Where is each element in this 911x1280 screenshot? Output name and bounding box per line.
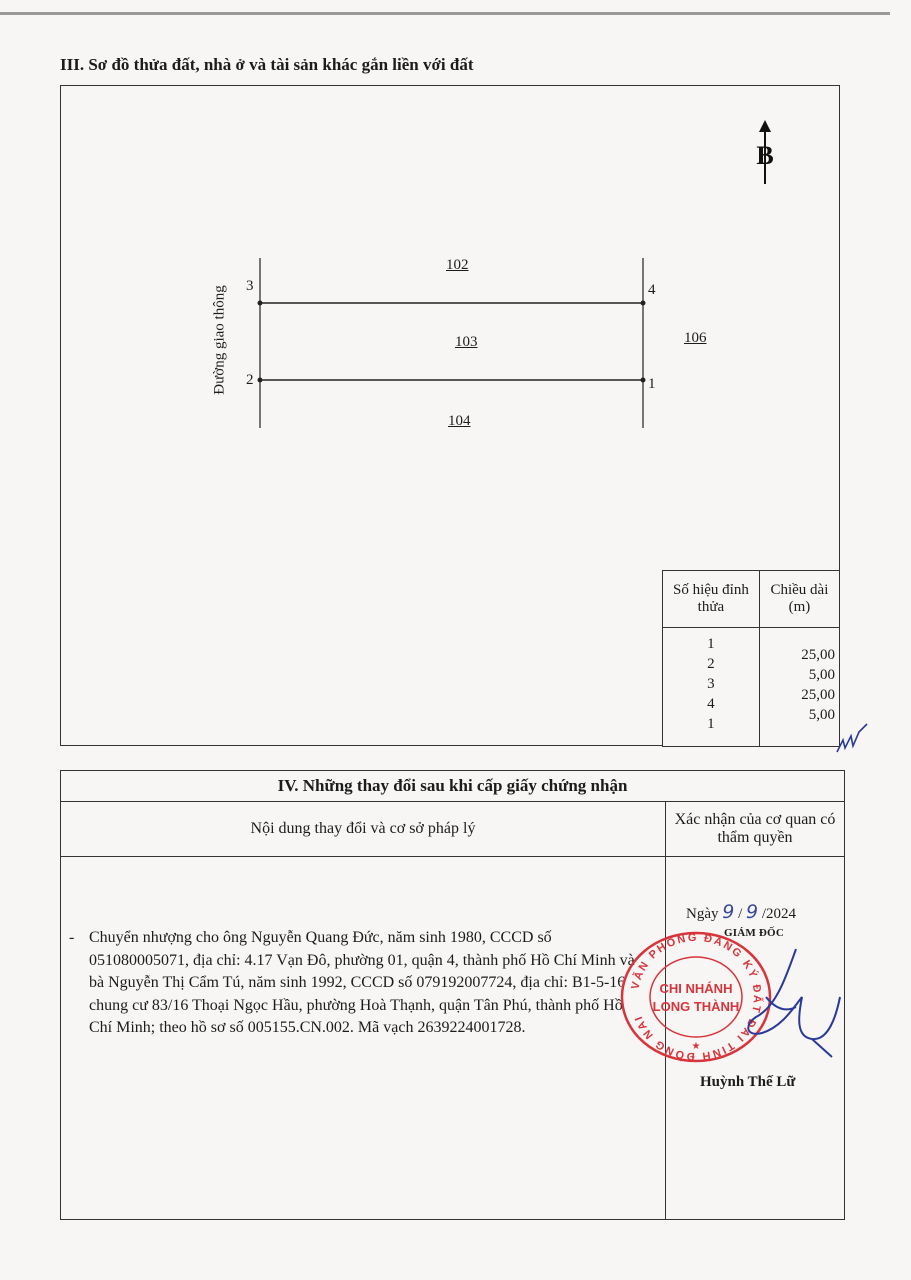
edge-length: 25,00 — [801, 647, 835, 663]
date-year: /2024 — [761, 906, 797, 922]
svg-text:★: ★ — [691, 1041, 701, 1052]
parcel-106-label: 106 — [684, 330, 707, 346]
director-signature — [736, 947, 846, 1067]
section4-title: IV. Những thay đổi sau khi cấp giấy chứng nhận — [61, 771, 845, 802]
top-rule — [0, 12, 890, 15]
list-dash: - — [69, 929, 75, 946]
change-content-text: Chuyển nhượng cho ông Nguyễn Quang Đức, năm sinh 1980, CCCD số 051080005071, địa chỉ: 4.17 Vạn Đô, phường 01, quận 4, thành phố Hồ Chí Minh và bà Nguyễn Thị Cẩm Tú, năm sinh 1992, CCCD số 079192007724, địa chỉ: B1-5-16 chung cư 83/16 Thoại Ngọc Hầu, phường Hoà Thạnh, quận Tân Phú, thành phố Hồ Chí Minh; theo hồ sơ số 005155.CN.002. Mã vạch 2639224001728. — [89, 929, 635, 1036]
date-month: 9 — [746, 901, 759, 923]
length-col-header: Chiều dài (m) — [759, 571, 839, 628]
vertex-number: 4 — [707, 696, 715, 712]
edge-length-table — [662, 570, 840, 747]
vertex-1-label: 1 — [648, 376, 656, 392]
change-content-cell — [61, 857, 666, 1220]
stamp-ring-text: VĂN PHÒNG ĐĂNG KÝ ĐẤT ĐAI TỈNH ĐỒNG NAI — [629, 931, 764, 1063]
vertex-col-header: Số hiệu đỉnh thửa — [663, 571, 760, 628]
vertex-number: 2 — [707, 656, 715, 672]
section3-title: III. Sơ đồ thửa đất, nhà ở và tài sản khác gắn liền với đất — [60, 55, 474, 74]
authority-header: Xác nhận của cơ quan có thẩm quyền — [666, 802, 845, 857]
north-arrow-icon — [752, 120, 778, 186]
authority-cell — [629, 857, 845, 1220]
stamp-line-1: CHI NHÁNH — [659, 981, 733, 996]
vertex-number: 3 — [707, 676, 715, 692]
change-content — [69, 927, 649, 1040]
vertex-list — [663, 628, 760, 747]
north-label: B — [756, 141, 774, 170]
vertex-number: 1 — [707, 716, 715, 732]
signer-name: Huỳnh Thế Lữ — [700, 1074, 796, 1090]
vertex-3-label: 3 — [246, 278, 254, 294]
date-prefix: Ngày — [686, 906, 719, 922]
edge-length: 25,00 — [801, 687, 835, 703]
vertex-number: 1 — [707, 636, 715, 652]
road-label: Đường giao thông — [211, 285, 228, 395]
parcel-103-label: 103 — [455, 334, 478, 350]
initials-mark — [833, 722, 873, 758]
parcel-104-label: 104 — [448, 413, 471, 429]
change-content-header: Nội dung thay đổi và cơ sở pháp lý — [61, 802, 666, 857]
date-day: 9 — [722, 901, 735, 923]
vertex-2-label: 2 — [246, 372, 254, 388]
confirmation-date: Ngày 9 / 9 /2024 — [686, 901, 797, 923]
vertex-4-label: 4 — [648, 282, 656, 298]
stamp-line-2: LONG THÀNH — [652, 999, 740, 1014]
length-list — [759, 628, 839, 747]
edge-length: 5,00 — [808, 667, 835, 683]
parcel-102-label: 102 — [446, 257, 469, 273]
director-title: GIÁM ĐỐC — [724, 927, 784, 939]
changes-table — [60, 770, 845, 1220]
edge-length: 5,00 — [808, 707, 835, 723]
